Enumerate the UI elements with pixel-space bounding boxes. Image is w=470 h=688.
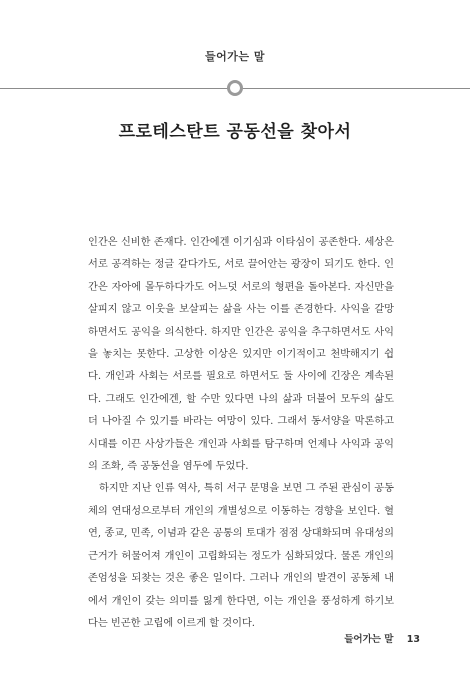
body-text xyxy=(88,232,394,635)
paragraph-1: 인간은 신비한 존재다. 인간에겐 이기심과 이타심이 공존한다. 세상은 서로 공격하는 정글 같다가도, 서로 끌어안는 광장이 되기도 한다. 인간은 자아에 몰두하다가도 어느덧 서로의 형편을 돌아본다. 자신만을 살피지 않고 이웃을 보살피는 삶을 사는 이를 존경한다. 사익을 갈망하면서도 공익을 의식한다. 하지만 인간은 공익을 추구하면서도 사익을 놓치는 못한다. 고상한 이상은 있지만 이기적이고 천박해지기 쉽다. 개인과 사회는 서로를 필요로 하면서도 둘 사이에 긴장은 계속된다. 그래도 인간에겐, 할 수만 있다면 나의 삶과 더불어 모두의 삶도 더 나아질 수 있기를 바라는 여망이 있다. 그래서 동서양을 막론하고 시대를 이끈 사상가들은 개인과 사회를 탐구하며 언제나 사익과 공익의 조화, 즉 공동선을 염두에 두었다. xyxy=(88,237,394,473)
page-footer xyxy=(344,631,420,645)
paragraph-2: 하지만 지난 인류 역사, 특히 서구 문명을 보면 그 주된 관심이 공동체의 연대성으로부터 개인의 개별성으로 이동하는 경향을 보인다. 혈연, 종교, 민족, 이념과 같은 공통의 토대가 점점 상대화되며 유대성의 근거가 허물어져 개인이 고립화되는 정도가 심화되었다. 물론 개인의 존엄성을 되찾는 것은 좋은 일이다. 그러나 개인의 발견이 공동체 내에서 개인이 갖는 의미를 잃게 한다면, 이는 개인을 풍성하게 하기보다는 빈곤한 고립에 이르게 할 것이다. xyxy=(88,483,394,629)
chapter-title: 프로테스탄트 공동선을 찾아서 xyxy=(118,122,352,142)
ring-ornament-icon xyxy=(227,80,243,96)
footer-section-title: 들어가는 말 xyxy=(344,634,394,645)
running-head: 들어가는 말 xyxy=(205,50,265,63)
page-number: 13 xyxy=(406,634,420,645)
